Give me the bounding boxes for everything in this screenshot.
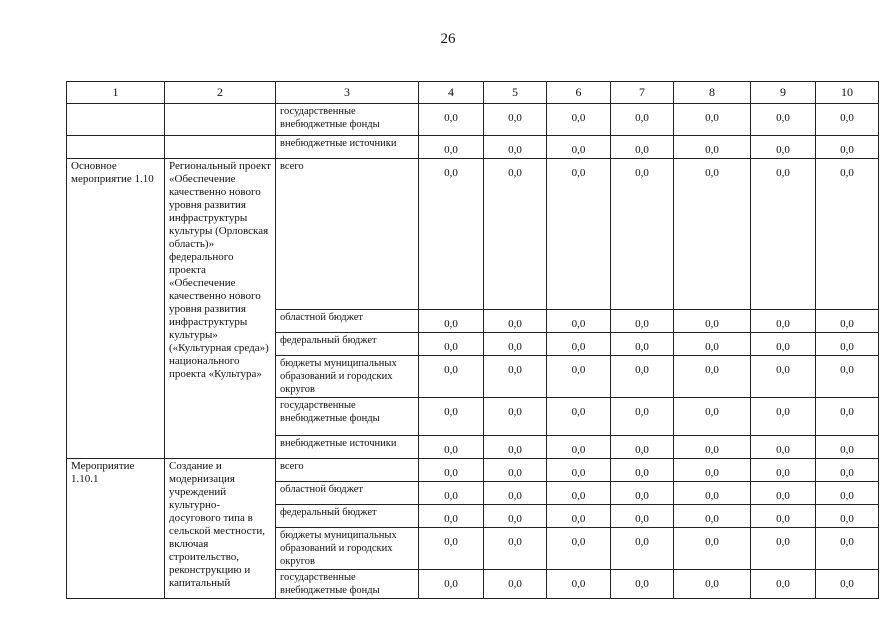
value-cell: 0,0: [674, 136, 751, 159]
value-cell: 0,0: [419, 482, 484, 505]
column-header: 9: [751, 82, 816, 104]
block1-measure: Основное мероприятие 1.10: [67, 159, 165, 459]
value-cell: 0,0: [611, 159, 674, 310]
funding-source: федеральный бюджет: [276, 505, 419, 528]
empty-cell: [165, 104, 276, 136]
value-cell: 0,0: [674, 398, 751, 436]
value-cell: 0,0: [484, 356, 547, 398]
table-row: [67, 136, 879, 159]
table-row: [67, 459, 879, 482]
value-cell: 0,0: [547, 482, 611, 505]
value-cell: 0,0: [816, 136, 879, 159]
funding-source: бюджеты муниципальных образований и городских округов: [276, 528, 419, 570]
value-cell: 0,0: [751, 333, 816, 356]
column-header: 1: [67, 82, 165, 104]
value-cell: 0,0: [419, 310, 484, 333]
value-cell: 0,0: [547, 356, 611, 398]
value-cell: 0,0: [611, 528, 674, 570]
funding-source: областной бюджет: [276, 310, 419, 333]
funding-source: государственные внебюджетные фонды: [276, 398, 419, 436]
value-cell: 0,0: [674, 310, 751, 333]
value-cell: 0,0: [751, 310, 816, 333]
value-cell: 0,0: [611, 136, 674, 159]
value-cell: 0,0: [419, 570, 484, 599]
value-cell: 0,0: [419, 436, 484, 459]
funding-source: внебюджетные источники: [276, 436, 419, 459]
value-cell: 0,0: [547, 505, 611, 528]
value-cell: 0,0: [674, 333, 751, 356]
value-cell: 0,0: [816, 356, 879, 398]
block2-measure: Мероприятие 1.10.1: [67, 459, 165, 599]
value-cell: 0,0: [674, 505, 751, 528]
value-cell: 0,0: [674, 356, 751, 398]
column-header: 5: [484, 82, 547, 104]
column-header: 4: [419, 82, 484, 104]
value-cell: 0,0: [419, 459, 484, 482]
value-cell: 0,0: [816, 570, 879, 599]
value-cell: 0,0: [611, 505, 674, 528]
value-cell: 0,0: [484, 505, 547, 528]
value-cell: 0,0: [419, 398, 484, 436]
block1-description: Региональный проект «Обеспечение качественно нового уровня развития инфраструктуры культуры (Орловская область)» федерального проекта «Обеспечение качественно нового уровня развития инфраструктуры культуры» («Культурная среда») национального проекта «Культура»: [165, 159, 276, 459]
value-cell: 0,0: [547, 159, 611, 310]
value-cell: 0,0: [547, 333, 611, 356]
value-cell: 0,0: [484, 459, 547, 482]
value-cell: 0,0: [611, 459, 674, 482]
value-cell: 0,0: [611, 104, 674, 136]
value-cell: 0,0: [484, 310, 547, 333]
value-cell: 0,0: [484, 570, 547, 599]
value-cell: 0,0: [611, 436, 674, 459]
value-cell: 0,0: [751, 459, 816, 482]
value-cell: 0,0: [674, 570, 751, 599]
value-cell: 0,0: [419, 104, 484, 136]
value-cell: 0,0: [674, 436, 751, 459]
column-header: 7: [611, 82, 674, 104]
page-number: 26: [440, 31, 456, 47]
value-cell: 0,0: [611, 482, 674, 505]
funding-source: всего: [276, 459, 419, 482]
value-cell: 0,0: [674, 482, 751, 505]
value-cell: 0,0: [484, 436, 547, 459]
funding-source: бюджеты муниципальных образований и городских округов: [276, 356, 419, 398]
column-header: 2: [165, 82, 276, 104]
value-cell: 0,0: [751, 159, 816, 310]
column-header: 3: [276, 82, 419, 104]
column-header: 10: [816, 82, 879, 104]
value-cell: 0,0: [419, 159, 484, 310]
value-cell: 0,0: [816, 104, 879, 136]
value-cell: 0,0: [751, 482, 816, 505]
value-cell: 0,0: [547, 136, 611, 159]
value-cell: 0,0: [674, 159, 751, 310]
value-cell: 0,0: [419, 136, 484, 159]
funding-source: всего: [276, 159, 419, 310]
value-cell: 0,0: [816, 505, 879, 528]
value-cell: 0,0: [611, 356, 674, 398]
value-cell: 0,0: [484, 104, 547, 136]
value-cell: 0,0: [484, 398, 547, 436]
funding-source: федеральный бюджет: [276, 333, 419, 356]
value-cell: 0,0: [547, 398, 611, 436]
value-cell: 0,0: [419, 333, 484, 356]
empty-cell: [67, 104, 165, 136]
value-cell: 0,0: [674, 104, 751, 136]
block2-description: Создание и модернизация учреждений культурно-досугового типа в сельской местности, включая строительство, реконструкцию и капитальный: [165, 459, 276, 599]
funding-source: внебюджетные источники: [276, 136, 419, 159]
value-cell: 0,0: [611, 310, 674, 333]
value-cell: 0,0: [611, 398, 674, 436]
value-cell: 0,0: [547, 436, 611, 459]
value-cell: 0,0: [751, 570, 816, 599]
value-cell: 0,0: [816, 398, 879, 436]
budget-table: [66, 81, 879, 599]
value-cell: 0,0: [547, 104, 611, 136]
value-cell: 0,0: [816, 528, 879, 570]
value-cell: 0,0: [751, 528, 816, 570]
value-cell: 0,0: [751, 436, 816, 459]
value-cell: 0,0: [751, 104, 816, 136]
value-cell: 0,0: [484, 482, 547, 505]
table-row: [67, 104, 879, 136]
value-cell: 0,0: [751, 136, 816, 159]
value-cell: 0,0: [611, 570, 674, 599]
column-header: 6: [547, 82, 611, 104]
value-cell: 0,0: [751, 505, 816, 528]
value-cell: 0,0: [547, 459, 611, 482]
value-cell: 0,0: [816, 159, 879, 310]
value-cell: 0,0: [751, 398, 816, 436]
value-cell: 0,0: [484, 333, 547, 356]
value-cell: 0,0: [547, 310, 611, 333]
value-cell: 0,0: [484, 528, 547, 570]
column-header: 8: [674, 82, 751, 104]
value-cell: 0,0: [816, 482, 879, 505]
value-cell: 0,0: [751, 356, 816, 398]
funding-source: государственные внебюджетные фонды: [276, 104, 419, 136]
value-cell: 0,0: [419, 356, 484, 398]
value-cell: 0,0: [674, 528, 751, 570]
funding-source: государственные внебюджетные фонды: [276, 570, 419, 599]
value-cell: 0,0: [419, 528, 484, 570]
value-cell: 0,0: [816, 459, 879, 482]
empty-cell: [165, 136, 276, 159]
table-row: [67, 159, 879, 310]
value-cell: 0,0: [547, 528, 611, 570]
header-row: [67, 82, 879, 104]
value-cell: 0,0: [674, 459, 751, 482]
empty-cell: [67, 136, 165, 159]
value-cell: 0,0: [816, 436, 879, 459]
value-cell: 0,0: [816, 333, 879, 356]
value-cell: 0,0: [547, 570, 611, 599]
value-cell: 0,0: [484, 136, 547, 159]
value-cell: 0,0: [419, 505, 484, 528]
value-cell: 0,0: [484, 159, 547, 310]
funding-source: областной бюджет: [276, 482, 419, 505]
value-cell: 0,0: [611, 333, 674, 356]
value-cell: 0,0: [816, 310, 879, 333]
